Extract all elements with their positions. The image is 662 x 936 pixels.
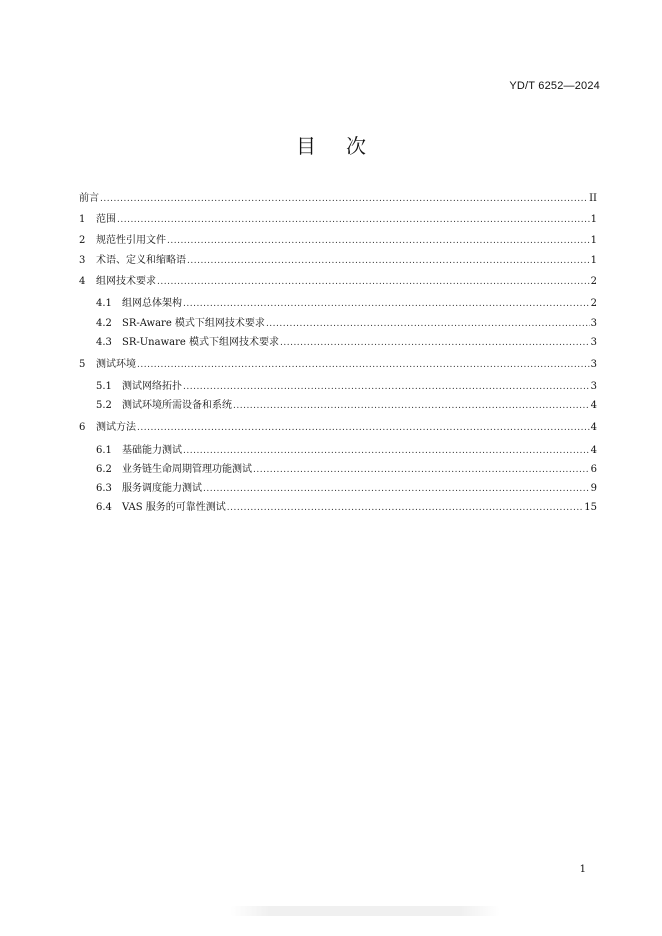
toc-entry-number: 6.4 — [96, 502, 112, 514]
toc-entry-title: 组网总体架构 — [122, 298, 182, 310]
toc-entry-page: 9 — [590, 483, 597, 494]
toc-leader-dots — [157, 277, 590, 287]
toc-entry-page: 2 — [590, 298, 597, 310]
toc-leader-dots — [203, 484, 590, 494]
toc-entry[interactable] — [79, 210, 597, 229]
toc-leader-dots — [183, 446, 590, 456]
toc-entry-page: 3 — [590, 358, 597, 370]
toc-entry-title: 规范性引用文件 — [96, 234, 166, 246]
toc-entry-page: 15 — [584, 502, 597, 514]
toc-entry-number: 4 — [79, 276, 86, 288]
toc-leader-dots — [187, 256, 590, 266]
toc-entry-page: 3 — [590, 336, 597, 348]
toc-entry-page: 3 — [590, 317, 597, 329]
toc-entry-number: 5 — [79, 358, 86, 370]
toc-entry[interactable] — [79, 460, 597, 479]
document-code: YD/T 6252—2024 — [509, 80, 600, 92]
toc-entry-page: 4 — [590, 400, 597, 412]
toc-entry-title: 服务调度能力测试 — [122, 483, 202, 494]
toc-leader-dots — [117, 215, 590, 225]
toc-leader-dots — [100, 194, 588, 204]
watermark-strip — [230, 906, 500, 916]
toc-leader-dots — [137, 423, 590, 433]
toc-entry[interactable] — [79, 231, 597, 250]
page-number: 1 — [579, 864, 586, 875]
toc-entry-title: 测试网络拓扑 — [122, 381, 182, 393]
toc-entry-number: 4.1 — [96, 298, 112, 310]
toc-entry-title: 组网技术要求 — [96, 276, 156, 288]
toc-entry-title: 范围 — [96, 213, 116, 225]
toc-entry[interactable] — [79, 251, 597, 270]
toc-entry[interactable] — [79, 377, 597, 396]
toc-entry-page: II — [589, 193, 597, 204]
toc-entry-number: 3 — [79, 255, 86, 267]
toc-entry-title: VAS 服务的可靠性测试 — [122, 502, 226, 514]
toc-entry-page: 6 — [590, 463, 597, 475]
toc-leader-dots — [167, 236, 590, 246]
toc-leader-dots — [137, 360, 590, 370]
toc-entry-title: 测试环境 — [96, 358, 136, 370]
toc-leader-dots — [233, 401, 590, 411]
toc-entry-title: 测试方法 — [96, 422, 136, 434]
toc-entry[interactable] — [79, 396, 597, 415]
toc-entry-number: 5.1 — [96, 381, 112, 393]
toc-entry-title: 测试环境所需设备和系统 — [122, 400, 232, 412]
toc-entry-number: 5.2 — [96, 400, 112, 412]
toc-entry[interactable] — [79, 418, 597, 437]
toc-leader-dots — [266, 319, 590, 329]
toc-entry-number: 4.3 — [96, 336, 112, 348]
toc-leader-dots — [227, 503, 583, 513]
page-title: 目次 — [296, 134, 396, 158]
toc-entry-title: 业务链生命周期管理功能测试 — [122, 463, 252, 475]
toc-entry-title: SR-Aware 模式下组网技术要求 — [122, 317, 265, 329]
toc-entry-page: 1 — [590, 213, 597, 225]
toc-entry-title: 前言 — [79, 193, 99, 204]
toc-entry-page: 1 — [590, 255, 597, 267]
toc-entry-number: 4.2 — [96, 317, 112, 329]
toc-entry[interactable] — [79, 355, 597, 374]
toc-entry-number: 6.3 — [96, 483, 112, 494]
toc-leader-dots — [253, 465, 590, 475]
toc-entry-page: 4 — [590, 422, 597, 434]
toc-entry-number: 6.2 — [96, 463, 112, 475]
toc-entry[interactable] — [79, 498, 597, 517]
toc-leader-dots — [183, 299, 590, 309]
toc-entry-page: 1 — [590, 234, 597, 246]
toc-entry[interactable] — [79, 272, 597, 291]
toc-entry-title: 术语、定义和缩略语 — [96, 255, 186, 267]
toc-entry-number: 6 — [79, 422, 86, 434]
toc-entry-page: 3 — [590, 381, 597, 393]
toc-entry-number: 1 — [79, 213, 86, 225]
toc-entry[interactable] — [79, 314, 597, 333]
table-of-contents — [79, 189, 597, 517]
toc-entry-number: 6.1 — [96, 444, 112, 456]
toc-entry[interactable] — [79, 294, 597, 313]
toc-entry-number: 2 — [79, 234, 86, 246]
toc-leader-dots — [280, 338, 590, 348]
toc-leader-dots — [183, 382, 590, 392]
toc-entry-title: 基础能力测试 — [122, 444, 182, 456]
toc-entry-title: SR-Unaware 模式下组网技术要求 — [122, 336, 279, 348]
toc-entry-page: 4 — [590, 444, 597, 456]
toc-entry-page: 2 — [590, 276, 597, 288]
toc-entry[interactable] — [79, 479, 597, 498]
toc-entry[interactable] — [79, 189, 597, 208]
toc-entry[interactable] — [79, 441, 597, 460]
toc-entry[interactable] — [79, 333, 597, 352]
